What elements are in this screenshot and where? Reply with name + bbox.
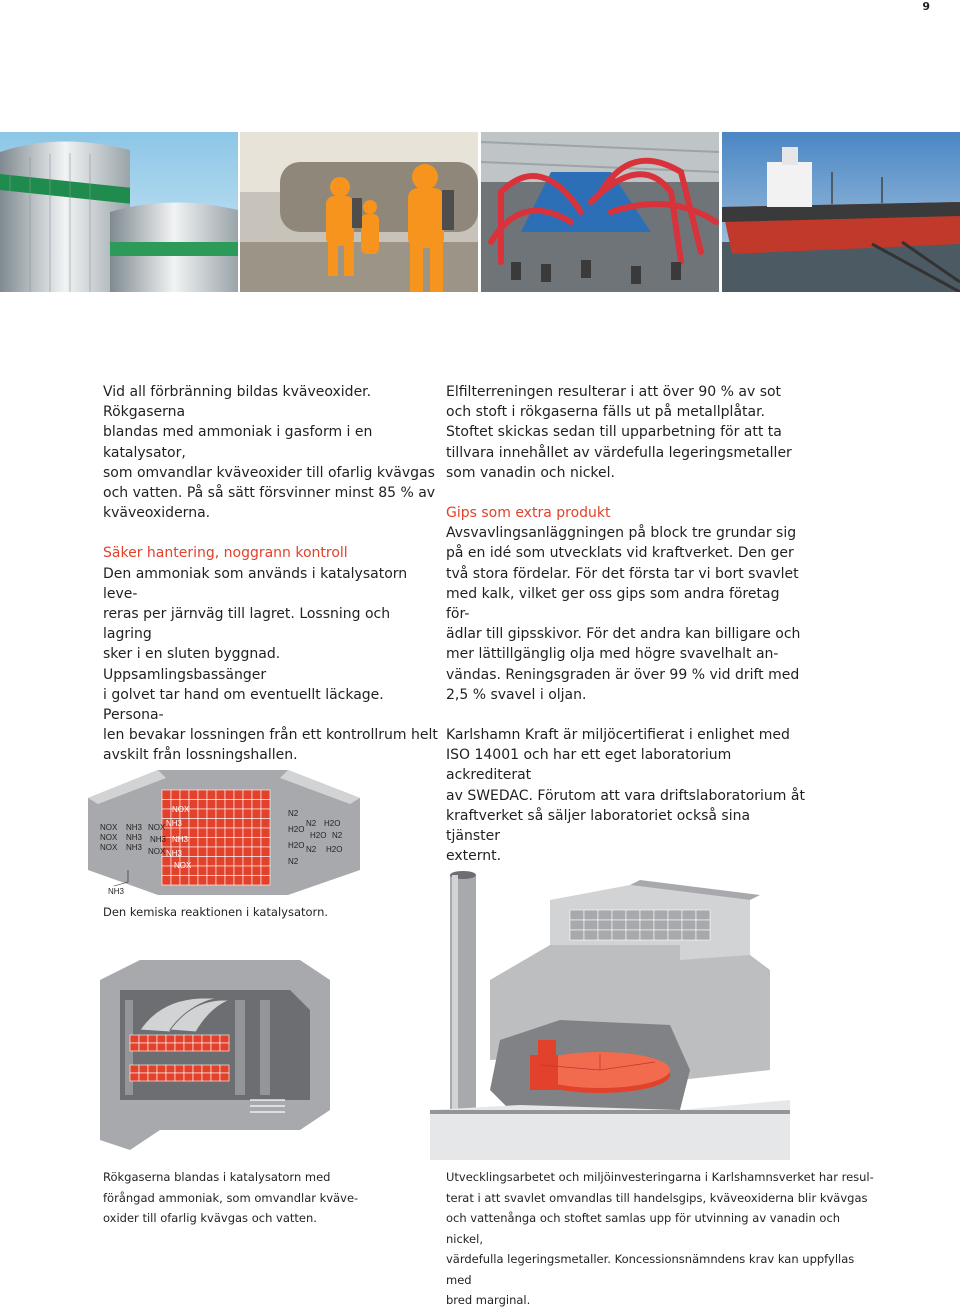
caption-line: Rökgaserna blandas i katalysatorn med bbox=[103, 1170, 331, 1184]
grid-cell bbox=[193, 1035, 202, 1043]
grid-cell bbox=[198, 857, 207, 867]
grid-cell bbox=[252, 847, 261, 857]
grid-cell bbox=[157, 1073, 166, 1081]
grid-cell bbox=[225, 809, 234, 819]
grid-cell bbox=[198, 838, 207, 848]
intro-line: kväveoxiderna. bbox=[103, 505, 211, 522]
caption-line: värdefulla legeringsmetaller. Koncessionsnämndens krav kan uppfyllas med bbox=[446, 1252, 855, 1287]
caption-line: oxider till ofarlig kvävgas och vatten. bbox=[103, 1211, 317, 1225]
grid-cell bbox=[225, 857, 234, 867]
grid-cell bbox=[207, 828, 216, 838]
right-column bbox=[446, 382, 806, 866]
grid-cell bbox=[216, 847, 225, 857]
grid-cell bbox=[252, 819, 261, 829]
grid-cell bbox=[584, 910, 598, 920]
caption-line: och vattenånga och stoftet samlas upp för utvinning av vanadin och nickel, bbox=[446, 1211, 841, 1246]
grid-cell bbox=[139, 1035, 148, 1043]
h2o-label: H2O bbox=[288, 841, 305, 850]
catalyst-caption bbox=[103, 1167, 403, 1229]
grid-cell bbox=[261, 800, 270, 810]
grid-cell bbox=[261, 838, 270, 848]
grid-cell bbox=[626, 910, 640, 920]
grid-cell bbox=[166, 1043, 175, 1051]
h2o-label: H2O bbox=[310, 831, 327, 840]
n2-label: N2 bbox=[306, 819, 317, 828]
grid-cell bbox=[198, 828, 207, 838]
grid-cell bbox=[211, 1043, 220, 1051]
nh3-label: NH3 bbox=[126, 833, 143, 842]
body-line: reras per järnväg till lagret. Lossning och lagring bbox=[103, 606, 391, 643]
grid-cell bbox=[130, 1043, 139, 1051]
intro-line: Stoftet skickas sedan till upparbetning för att ta bbox=[446, 424, 782, 441]
grid-cell bbox=[640, 920, 654, 930]
intro-line: som omvandlar kväveoxider till ofarlig kvävgas bbox=[103, 464, 435, 481]
grid-cell bbox=[234, 866, 243, 876]
grid-cell bbox=[640, 910, 654, 920]
grid-cell bbox=[180, 790, 189, 800]
grid-cell bbox=[220, 1065, 229, 1073]
grid-cell bbox=[220, 1043, 229, 1051]
grid-cell bbox=[626, 920, 640, 930]
grid-cell bbox=[202, 1043, 211, 1051]
grid-cell bbox=[207, 876, 216, 886]
caption-line: förångad ammoniak, som omvandlar kväve- bbox=[103, 1190, 359, 1205]
body-line: Den ammoniak som används i katalysatorn leve- bbox=[103, 565, 408, 602]
grid-cell bbox=[225, 876, 234, 886]
body-line: avskilt från lossningshallen. bbox=[103, 747, 298, 764]
nh3-label: NH3 bbox=[166, 819, 183, 828]
grid-cell bbox=[189, 838, 198, 848]
grid-cell bbox=[220, 1073, 229, 1081]
caption-line: terat i att svavlet omvandlas till handelsgips, kväveoxiderna blir kvävgas bbox=[446, 1190, 868, 1205]
nox-label: NOX bbox=[100, 823, 118, 832]
grid-cell bbox=[225, 847, 234, 857]
grid-cell bbox=[626, 930, 640, 940]
storage-tanks-photo bbox=[0, 132, 238, 292]
grid-cell bbox=[243, 819, 252, 829]
grid-cell bbox=[184, 1043, 193, 1051]
grid-cell bbox=[584, 920, 598, 930]
cert-line: av SWEDAC. Förutom att vara driftslaboratorium åt bbox=[446, 787, 805, 804]
grid-cell bbox=[207, 838, 216, 848]
grid-cell bbox=[234, 847, 243, 857]
grid-cell bbox=[252, 857, 261, 867]
grid-cell bbox=[598, 910, 612, 920]
grid-cell bbox=[175, 1043, 184, 1051]
grid-cell bbox=[189, 819, 198, 829]
grid-cell bbox=[193, 1065, 202, 1073]
nox-label: NOX bbox=[172, 805, 190, 814]
grid-cell bbox=[207, 866, 216, 876]
grid-cell bbox=[184, 1073, 193, 1081]
grid-cell bbox=[696, 930, 710, 940]
grid-cell bbox=[202, 1035, 211, 1043]
grid-cell bbox=[198, 790, 207, 800]
reaction-caption: Den kemiska reaktionen i katalysatorn. bbox=[103, 905, 329, 919]
h2o-label: H2O bbox=[324, 819, 341, 828]
grid-cell bbox=[157, 1065, 166, 1073]
section-heading: Säker hantering, noggrann kontroll bbox=[103, 545, 348, 562]
grid-cell bbox=[180, 876, 189, 886]
grid-cell bbox=[166, 1065, 175, 1073]
grid-cell bbox=[584, 930, 598, 940]
grid-cell bbox=[252, 800, 261, 810]
nox-label: NOX bbox=[174, 861, 192, 870]
nox-label: NOX bbox=[148, 847, 166, 856]
grid-cell bbox=[198, 800, 207, 810]
grid-cell bbox=[189, 809, 198, 819]
grid-cell bbox=[216, 790, 225, 800]
intro-line: som vanadin och nickel. bbox=[446, 464, 615, 481]
body-line: ädlar till gipsskivor. För det andra kan billigare och bbox=[446, 626, 801, 643]
grid-cell bbox=[216, 866, 225, 876]
grid-cell bbox=[234, 876, 243, 886]
nh3-label: NH3 bbox=[150, 835, 167, 844]
intro-line: Vid all förbränning bildas kväveoxider. Rökgaserna bbox=[103, 384, 372, 421]
grid-cell bbox=[130, 1073, 139, 1081]
nh3-label: NH3 bbox=[166, 849, 183, 858]
grid-cell bbox=[252, 809, 261, 819]
grid-cell bbox=[198, 866, 207, 876]
grid-cell bbox=[184, 1065, 193, 1073]
left-column bbox=[103, 382, 443, 766]
grid-cell bbox=[570, 910, 584, 920]
body-line: Avsvavlingsanläggningen på block tre grundar sig bbox=[446, 525, 797, 542]
grid-cell bbox=[175, 1035, 184, 1043]
body-line: på en idé som utvecklats vid kraftverket. Den ger bbox=[446, 545, 794, 562]
grid-cell bbox=[612, 930, 626, 940]
grid-cell bbox=[598, 920, 612, 930]
h2o-label: H2O bbox=[288, 825, 305, 834]
grid-cell bbox=[234, 838, 243, 848]
grid-cell bbox=[234, 800, 243, 810]
grid-cell bbox=[220, 1035, 229, 1043]
grid-cell bbox=[202, 1065, 211, 1073]
grid-cell bbox=[234, 809, 243, 819]
grid-cell bbox=[640, 930, 654, 940]
page-number: 9 bbox=[922, 0, 930, 13]
intro-line: tillvara innehållet av värdefulla legeringsmetaller bbox=[446, 444, 792, 461]
grid-cell bbox=[225, 828, 234, 838]
tanker-ship-photo bbox=[722, 132, 960, 292]
nh3-label: NH3 bbox=[126, 823, 143, 832]
grid-cell bbox=[243, 847, 252, 857]
grid-cell bbox=[682, 930, 696, 940]
grid-cell bbox=[216, 838, 225, 848]
body-line: i golvet tar hand om eventuellt läckage. Persona- bbox=[103, 686, 384, 724]
grid-cell bbox=[162, 876, 171, 886]
grid-cell bbox=[216, 800, 225, 810]
nh3-inlet-label: NH3 bbox=[108, 887, 125, 896]
grid-cell bbox=[216, 857, 225, 867]
grid-cell bbox=[211, 1065, 220, 1073]
grid-cell bbox=[261, 809, 270, 819]
grid-cell bbox=[252, 828, 261, 838]
grid-cell bbox=[148, 1065, 157, 1073]
caption-line: bred marginal. bbox=[446, 1293, 531, 1307]
grid-cell bbox=[668, 910, 682, 920]
section-heading: Gips som extra produkt bbox=[446, 505, 611, 522]
grid-cell bbox=[243, 838, 252, 848]
grid-cell bbox=[225, 819, 234, 829]
grid-cell bbox=[234, 857, 243, 867]
grid-cell bbox=[243, 790, 252, 800]
grid-cell bbox=[252, 838, 261, 848]
body-line: mer lättillgänglig olja med högre svavelhalt an- bbox=[446, 646, 779, 663]
grid-cell bbox=[184, 1035, 193, 1043]
grid-cell bbox=[207, 857, 216, 867]
grid-cell bbox=[207, 819, 216, 829]
nh3-label: NH3 bbox=[126, 843, 143, 852]
grid-cell bbox=[252, 876, 261, 886]
nox-label: NOX bbox=[100, 843, 118, 852]
catalyst-illustration bbox=[100, 960, 330, 1150]
cert-line: externt. bbox=[446, 848, 502, 865]
grid-cell bbox=[148, 1043, 157, 1051]
body-line: med kalk, vilket ger oss gips som andra företag för- bbox=[446, 585, 780, 623]
grid-cell bbox=[193, 1073, 202, 1081]
grid-cell bbox=[162, 809, 171, 819]
body-line: len bevakar lossningen från ett kontrollrum helt bbox=[103, 727, 438, 744]
grid-cell bbox=[234, 790, 243, 800]
grid-cell bbox=[612, 920, 626, 930]
grid-cell bbox=[211, 1035, 220, 1043]
reaction-diagram bbox=[88, 770, 368, 900]
grid-cell bbox=[612, 910, 626, 920]
body-line: 2,5 % svavel i oljan. bbox=[446, 686, 587, 703]
h2o-label: H2O bbox=[326, 845, 343, 854]
grid-cell bbox=[148, 1035, 157, 1043]
grid-cell bbox=[261, 790, 270, 800]
n2-label: N2 bbox=[288, 809, 299, 818]
grid-cell bbox=[261, 847, 270, 857]
grid-cell bbox=[225, 838, 234, 848]
grid-cell bbox=[252, 790, 261, 800]
plant-caption bbox=[446, 1167, 876, 1311]
grid-cell bbox=[243, 800, 252, 810]
grid-cell bbox=[225, 866, 234, 876]
grid-cell bbox=[598, 930, 612, 940]
grid-cell bbox=[162, 790, 171, 800]
intro-line: och vatten. På så sätt försvinner minst 85 % av bbox=[103, 485, 436, 502]
grid-cell bbox=[157, 1043, 166, 1051]
nh3-label: NH3 bbox=[172, 835, 189, 844]
grid-cell bbox=[198, 847, 207, 857]
grid-cell bbox=[139, 1065, 148, 1073]
grid-cell bbox=[139, 1043, 148, 1051]
grid-cell bbox=[130, 1065, 139, 1073]
grid-cell bbox=[654, 920, 668, 930]
grid-cell bbox=[696, 910, 710, 920]
grid-cell bbox=[175, 1073, 184, 1081]
grid-cell bbox=[234, 828, 243, 838]
grid-cell bbox=[654, 910, 668, 920]
intro-line: och stoft i rökgaserna fälls ut på metallplåtar. bbox=[446, 404, 766, 421]
grid-cell bbox=[171, 790, 180, 800]
cert-line: kraftverket så säljer laboratoriet också sina tjänster bbox=[446, 807, 751, 845]
grid-cell bbox=[189, 876, 198, 886]
body-line: två stora fördelar. För det första tar vi bort svavlet bbox=[446, 565, 799, 582]
grid-cell bbox=[198, 809, 207, 819]
nox-label: NOX bbox=[148, 823, 166, 832]
n2-label: N2 bbox=[306, 845, 317, 854]
grid-cell bbox=[682, 910, 696, 920]
grid-cell bbox=[216, 828, 225, 838]
grid-cell bbox=[261, 819, 270, 829]
grid-cell bbox=[243, 809, 252, 819]
caption-line: Utvecklingsarbetet och miljöinvesteringarna i Karlshamnsverket har resul- bbox=[446, 1170, 874, 1184]
grid-cell bbox=[130, 1035, 139, 1043]
grid-cell bbox=[216, 876, 225, 886]
grid-cell bbox=[162, 866, 171, 876]
grid-cell bbox=[261, 876, 270, 886]
grid-cell bbox=[193, 1043, 202, 1051]
grid-cell bbox=[243, 876, 252, 886]
grid-cell bbox=[243, 857, 252, 867]
grid-cell bbox=[189, 847, 198, 857]
grid-cell bbox=[261, 866, 270, 876]
grid-cell bbox=[570, 920, 584, 930]
grid-cell bbox=[166, 1073, 175, 1081]
n2-label: N2 bbox=[332, 831, 343, 840]
body-line: sker i en sluten byggnad. Uppsamlingsbassänger bbox=[103, 646, 281, 683]
grid-cell bbox=[234, 819, 243, 829]
grid-cell bbox=[139, 1073, 148, 1081]
grid-cell bbox=[207, 790, 216, 800]
grid-cell bbox=[207, 809, 216, 819]
n2-label: N2 bbox=[288, 857, 299, 866]
grid-cell bbox=[166, 1035, 175, 1043]
nox-label: NOX bbox=[100, 833, 118, 842]
pipes-hoses-photo bbox=[481, 132, 719, 292]
grid-cell bbox=[696, 920, 710, 930]
intro-line: blandas med ammoniak i gasform i en katalysator, bbox=[103, 424, 373, 461]
body-line: vändas. Reningsgraden är över 99 % vid drift med bbox=[446, 666, 800, 683]
grid-cell bbox=[668, 920, 682, 930]
grid-cell bbox=[148, 1073, 157, 1081]
grid-cell bbox=[162, 800, 171, 810]
grid-cell bbox=[189, 800, 198, 810]
grid-cell bbox=[175, 1065, 184, 1073]
cert-line: Karlshamn Kraft är miljöcertifierat i enlighet med bbox=[446, 727, 790, 744]
protective-suits-photo bbox=[240, 132, 478, 292]
grid-cell bbox=[261, 857, 270, 867]
grid-cell bbox=[243, 828, 252, 838]
grid-cell bbox=[216, 809, 225, 819]
intro-line: Elfilterreningen resulterar i att över 90 % av sot bbox=[446, 384, 782, 400]
grid-cell bbox=[157, 1035, 166, 1043]
grid-cell bbox=[570, 930, 584, 940]
grid-cell bbox=[189, 828, 198, 838]
grid-cell bbox=[211, 1073, 220, 1081]
grid-cell bbox=[207, 800, 216, 810]
grid-cell bbox=[198, 876, 207, 886]
grid-cell bbox=[243, 866, 252, 876]
cert-line: ISO 14001 och har ett eget laboratorium ackrediterat bbox=[446, 747, 732, 784]
grid-cell bbox=[216, 819, 225, 829]
grid-cell bbox=[207, 847, 216, 857]
grid-cell bbox=[261, 828, 270, 838]
grid-cell bbox=[171, 876, 180, 886]
grid-cell bbox=[189, 790, 198, 800]
grid-cell bbox=[252, 866, 261, 876]
grid-cell bbox=[225, 790, 234, 800]
grid-cell bbox=[225, 800, 234, 810]
chimney bbox=[450, 871, 476, 1115]
grid-cell bbox=[198, 819, 207, 829]
grid-cell bbox=[202, 1073, 211, 1081]
grid-cell bbox=[682, 920, 696, 930]
power-plant-illustration bbox=[430, 860, 790, 1160]
grid-cell bbox=[654, 930, 668, 940]
grid-cell bbox=[668, 930, 682, 940]
